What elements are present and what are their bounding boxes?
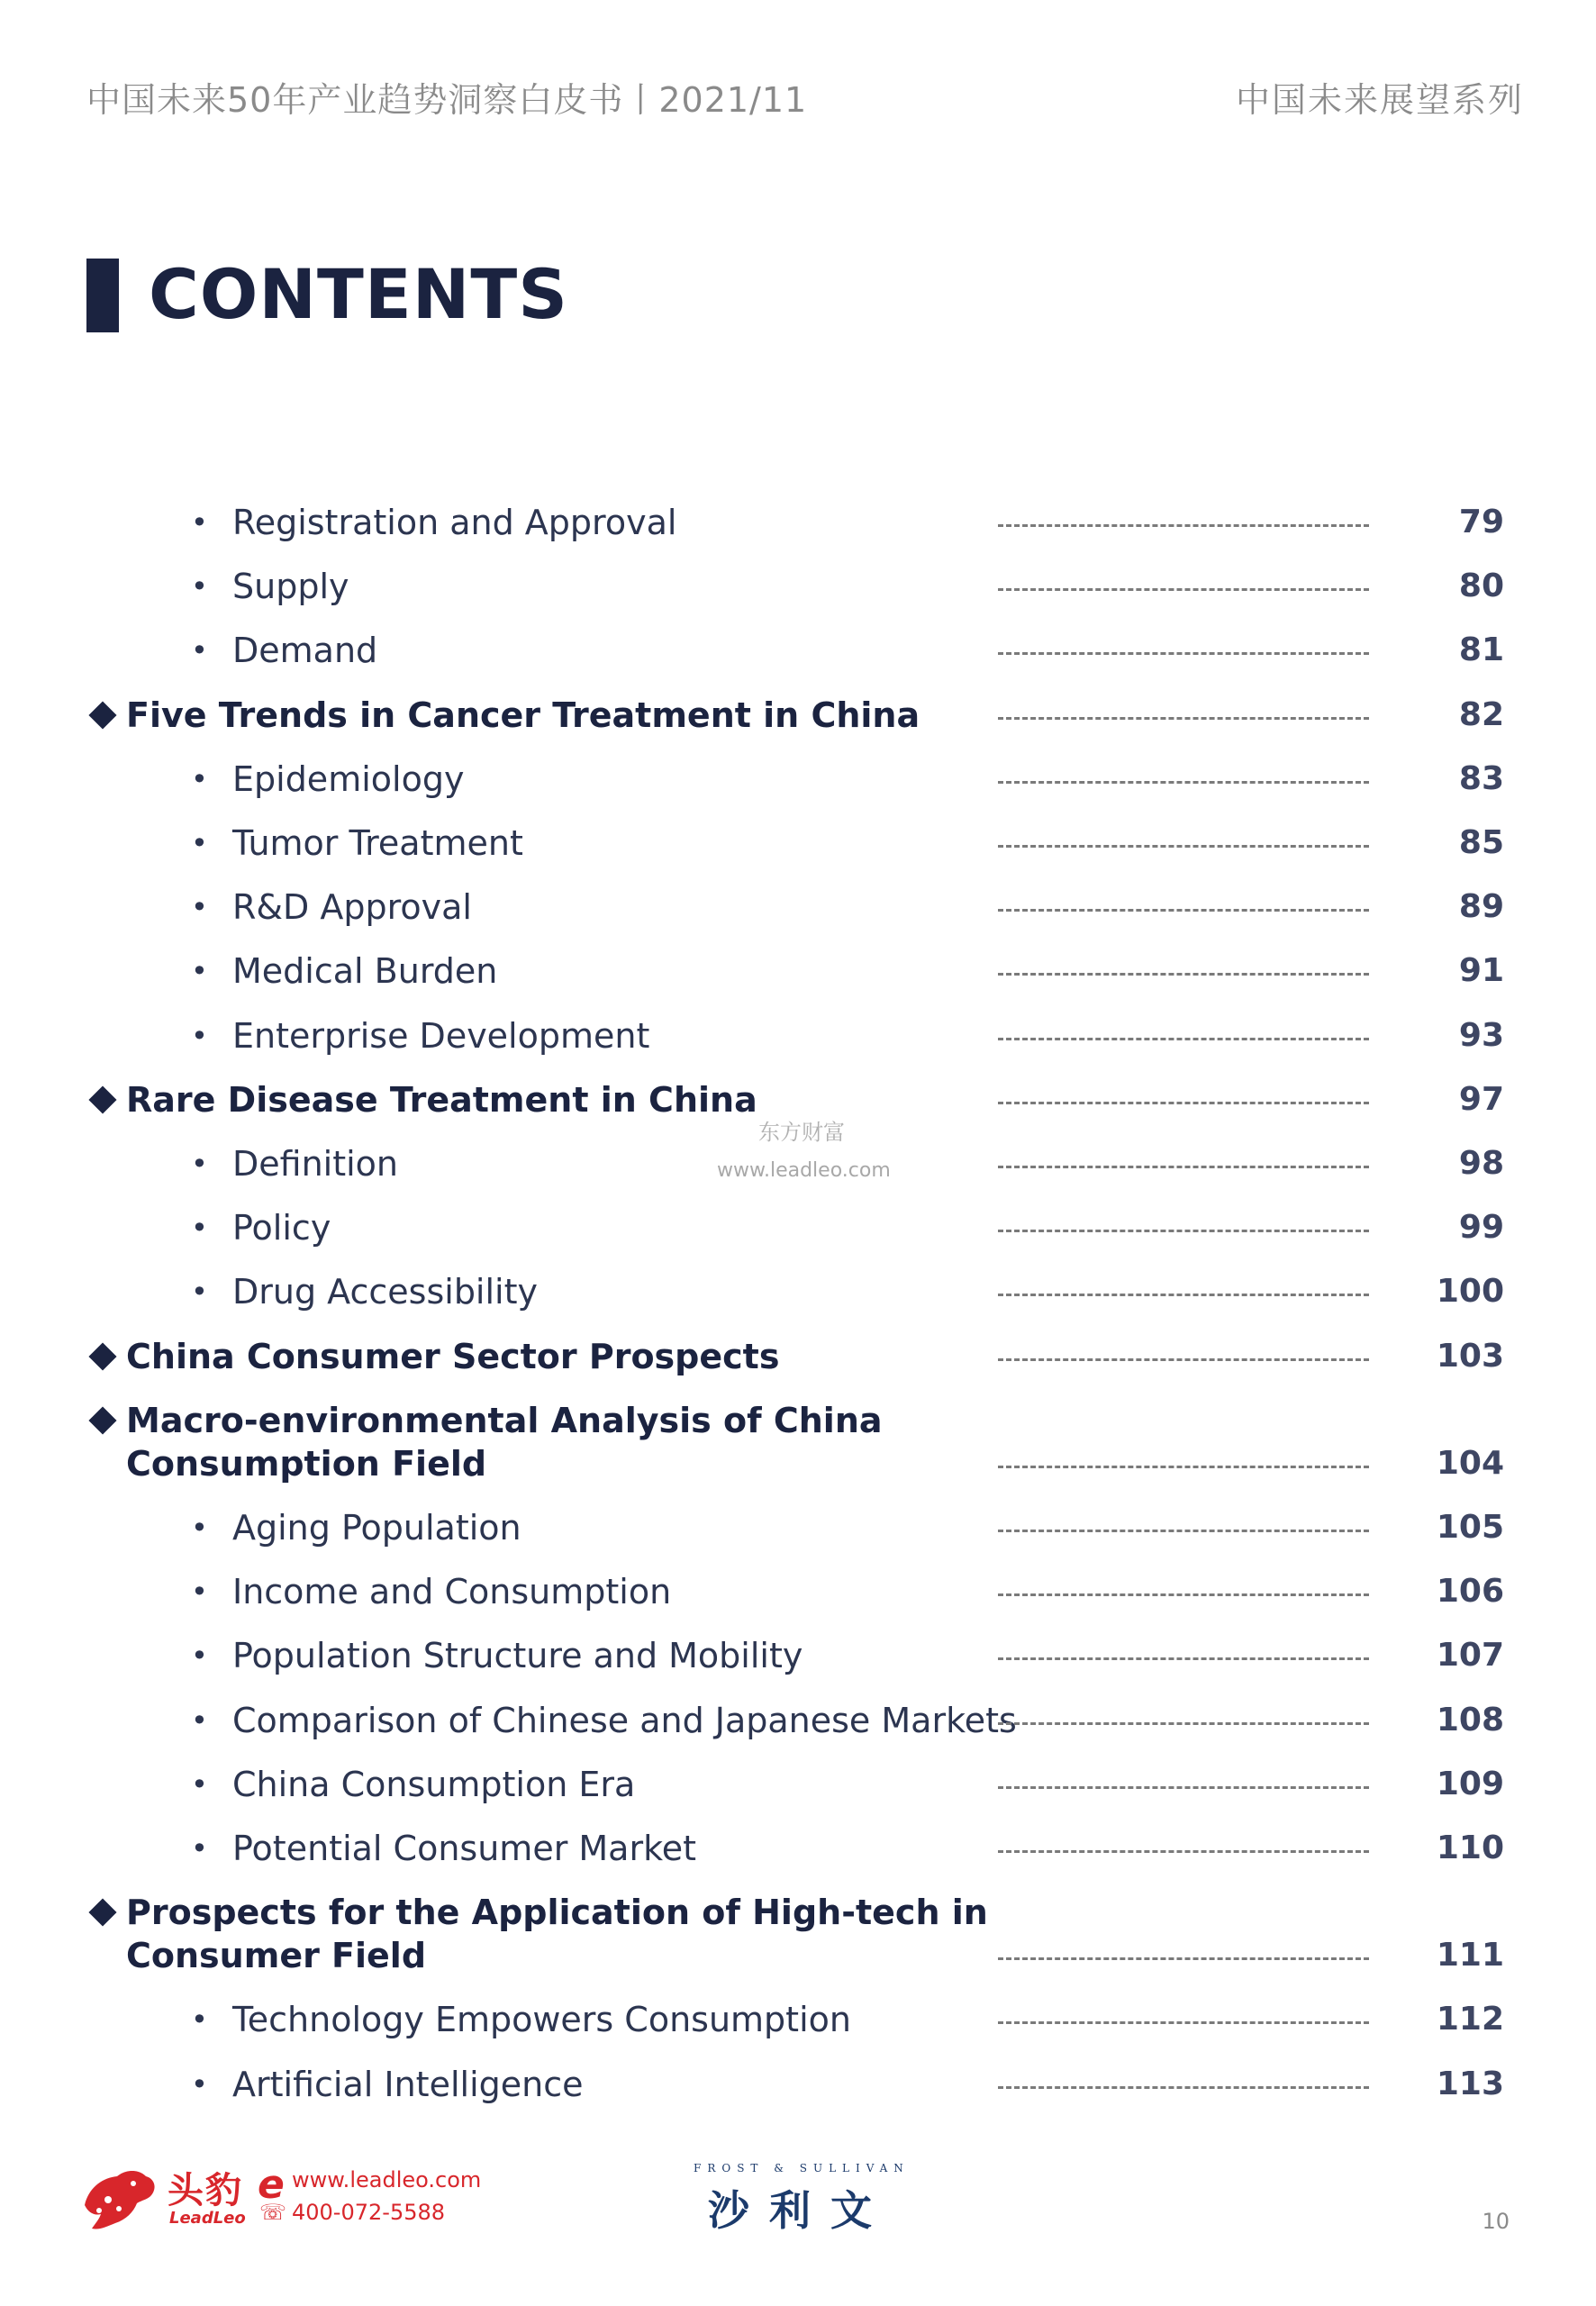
toc-subsection-row[interactable] — [0, 1570, 1596, 1613]
toc-page-number: 91 — [1458, 952, 1504, 990]
toc-entry-label: Registration and Approval — [232, 503, 677, 542]
toc-subsection-row[interactable] — [0, 629, 1596, 672]
toc-leader-dashes — [998, 652, 1369, 655]
toc-subsection-row[interactable] — [0, 1827, 1596, 1870]
toc-page-number: 107 — [1436, 1637, 1504, 1675]
toc-leader-dashes — [998, 1786, 1369, 1789]
dot-bullet-icon: • — [191, 954, 208, 989]
toc-leader-dashes — [998, 1593, 1369, 1596]
dot-bullet-icon: • — [191, 2066, 208, 2102]
toc-section-row[interactable] — [0, 694, 1596, 737]
toc-entry-label: Population Structure and Mobility — [232, 1636, 803, 1676]
diamond-bullet-icon — [88, 1342, 116, 1370]
toc-entry-label: Rare Disease Treatment in China — [126, 1079, 757, 1120]
toc-page-number: 93 — [1458, 1016, 1504, 1054]
toc-page-number: 99 — [1458, 1209, 1504, 1247]
diamond-bullet-icon — [88, 1899, 116, 1927]
page-title: CONTENTS — [149, 254, 568, 334]
toc-leader-dashes — [998, 1722, 1369, 1725]
toc-leader-dashes — [998, 845, 1369, 848]
toc-entry-label: China Consumer Sector Prospects — [126, 1336, 780, 1376]
toc-leader-dashes — [998, 1230, 1369, 1232]
toc-entry-label: Medical Burden — [232, 951, 498, 992]
toc-entry-label: Drug Accessibility — [232, 1272, 538, 1312]
toc-entry-label: Technology Empowers Consumption — [232, 2000, 851, 2040]
dot-bullet-icon: • — [191, 569, 208, 604]
toc-section-row[interactable] — [0, 1891, 1596, 1977]
toc-section-row[interactable] — [0, 1335, 1596, 1378]
dot-bullet-icon: • — [191, 1639, 208, 1674]
toc-subsection-row[interactable] — [0, 1763, 1596, 1806]
toc-subsection-row[interactable] — [0, 1699, 1596, 1742]
partner-name-cn: 沙利文 — [708, 2186, 892, 2235]
toc-subsection-row[interactable] — [0, 1998, 1596, 2041]
footer — [0, 2153, 1596, 2261]
toc-subsection-row[interactable] — [0, 1506, 1596, 1549]
toc-entry-label: Policy — [232, 1208, 331, 1248]
toc-leader-dashes — [998, 588, 1369, 591]
toc-leader-dashes — [998, 1166, 1369, 1168]
toc-page-number: 103 — [1436, 1337, 1504, 1375]
toc-page-number: 111 — [1436, 1937, 1504, 1975]
toc-entry-label: Demand — [232, 631, 378, 671]
diamond-bullet-icon — [88, 1085, 116, 1113]
toc-page-number: 85 — [1458, 824, 1504, 861]
watermark-cn: 东方财富 — [758, 1120, 845, 1145]
toc-entry-label: R&D Approval — [232, 887, 472, 928]
toc-page-number: 113 — [1436, 2065, 1504, 2102]
toc-leader-dashes — [998, 1038, 1369, 1040]
footer-website-link[interactable]: www.leadleo.com — [292, 2167, 482, 2193]
toc-entry-label: Tumor Treatment — [232, 823, 523, 863]
toc-subsection-row[interactable] — [0, 1206, 1596, 1249]
dot-bullet-icon: • — [191, 505, 208, 540]
toc-page-number: 97 — [1458, 1080, 1504, 1118]
toc-entry-label: Artificial Intelligence — [232, 2064, 584, 2104]
toc-entry-label: Comparison of Chinese and Japanese Markets — [232, 1700, 1017, 1740]
dot-bullet-icon: • — [191, 1831, 208, 1866]
toc-page-number: 110 — [1436, 1829, 1504, 1866]
toc-leader-dashes — [998, 1358, 1369, 1361]
toc-page-number: 112 — [1436, 2001, 1504, 2038]
toc-leader-dashes — [998, 973, 1369, 976]
dot-bullet-icon: • — [191, 1211, 208, 1246]
footer-phone: 400-072-5588 — [292, 2200, 446, 2225]
dot-bullet-icon: • — [191, 1702, 208, 1738]
toc-subsection-row[interactable] — [0, 2063, 1596, 2106]
toc-entry-label: Enterprise Development — [232, 1015, 650, 1056]
toc-entry-label: Five Trends in Cancer Treatment in China — [126, 695, 920, 735]
watermark-url: www.leadleo.com — [717, 1159, 891, 1182]
dot-bullet-icon: • — [191, 1147, 208, 1181]
toc-page-number: 83 — [1458, 759, 1504, 797]
partner-name-en: FROST & SULLIVAN — [694, 2162, 910, 2174]
toc-page-number: 109 — [1436, 1765, 1504, 1802]
toc-subsection-row[interactable] — [0, 1270, 1596, 1313]
toc-entry-label: Prospects for the Application of High-tech in — [126, 1893, 988, 1933]
dot-bullet-icon: • — [191, 1766, 208, 1802]
toc-page-number: 89 — [1458, 888, 1504, 926]
toc-page-number: 104 — [1436, 1444, 1504, 1482]
toc-leader-dashes — [998, 1530, 1369, 1532]
dot-bullet-icon: • — [191, 890, 208, 925]
toc-entry-label: Aging Population — [232, 1508, 521, 1548]
toc-entry-label: Potential Consumer Market — [232, 1829, 697, 1868]
toc-subsection-row[interactable] — [0, 501, 1596, 544]
diamond-bullet-icon — [88, 1406, 116, 1434]
toc-page-number: 105 — [1436, 1509, 1504, 1546]
diamond-bullet-icon — [88, 701, 116, 729]
toc-entry-label: Epidemiology — [232, 758, 465, 799]
toc-leader-dashes — [998, 1657, 1369, 1660]
toc-leader-dashes — [998, 781, 1369, 784]
toc-subsection-row[interactable] — [0, 758, 1596, 801]
dot-bullet-icon: • — [191, 1275, 208, 1310]
dot-bullet-icon: • — [191, 826, 208, 860]
header-right-series: 中国未来展望系列 — [1235, 80, 1524, 120]
toc-page-number: 98 — [1458, 1145, 1504, 1182]
toc-subsection-row[interactable] — [0, 885, 1596, 929]
brand-name-cn: 头豹 — [168, 2170, 243, 2211]
toc-subsection-row[interactable] — [0, 949, 1596, 993]
dot-bullet-icon: • — [191, 1575, 208, 1610]
toc-leader-dashes — [998, 1850, 1369, 1853]
phone-icon: ☏ — [259, 2200, 287, 2225]
dot-bullet-icon: • — [191, 1018, 208, 1053]
toc-entry-label: Definition — [232, 1144, 399, 1184]
e-icon: e — [258, 2162, 285, 2208]
toc-page-number: 100 — [1436, 1273, 1504, 1311]
toc-page-number: 80 — [1458, 567, 1504, 605]
toc-subsection-row[interactable] — [0, 822, 1596, 865]
toc-leader-dashes — [998, 1294, 1369, 1296]
dot-bullet-icon: • — [191, 633, 208, 668]
toc-page-number: 81 — [1458, 631, 1504, 669]
toc-leader-dashes — [998, 1466, 1369, 1468]
page-number: 10 — [1482, 2209, 1510, 2234]
toc-leader-dashes — [998, 524, 1369, 527]
toc-entry-label-line2: Consumption Field — [126, 1443, 487, 1484]
toc-subsection-row[interactable] — [0, 1014, 1596, 1058]
toc-page-number: 82 — [1458, 695, 1504, 733]
toc-subsection-row[interactable] — [0, 565, 1596, 608]
dot-bullet-icon: • — [191, 2002, 208, 2038]
toc-entry-label: Supply — [232, 567, 349, 607]
toc-page-number: 108 — [1436, 1701, 1504, 1739]
toc-entry-label-line2: Consumer Field — [126, 1936, 427, 1976]
toc-subsection-row[interactable] — [0, 1634, 1596, 1677]
title-accent-bar — [86, 259, 119, 332]
toc-leader-dashes — [998, 2021, 1369, 2024]
toc-leader-dashes — [998, 1957, 1369, 1960]
brand-name-en: LeadLeo — [169, 2209, 246, 2228]
leopard-logo-icon — [79, 2165, 157, 2232]
header-left-title: 中国未来50年产业趋势洞察白皮书丨2021/11 — [86, 80, 808, 120]
toc-section-row[interactable] — [0, 1399, 1596, 1485]
toc-leader-dashes — [998, 1102, 1369, 1104]
dot-bullet-icon: • — [191, 1511, 208, 1545]
dot-bullet-icon: • — [191, 761, 208, 796]
toc-leader-dashes — [998, 2086, 1369, 2089]
toc-leader-dashes — [998, 717, 1369, 720]
toc-entry-label: China Consumption Era — [232, 1764, 636, 1804]
toc-leader-dashes — [998, 909, 1369, 912]
toc-page-number: 106 — [1436, 1573, 1504, 1611]
toc-page-number: 79 — [1458, 504, 1504, 540]
toc-entry-label: Income and Consumption — [232, 1572, 672, 1612]
toc-entry-label: Macro-environmental Analysis of China — [126, 1400, 883, 1440]
